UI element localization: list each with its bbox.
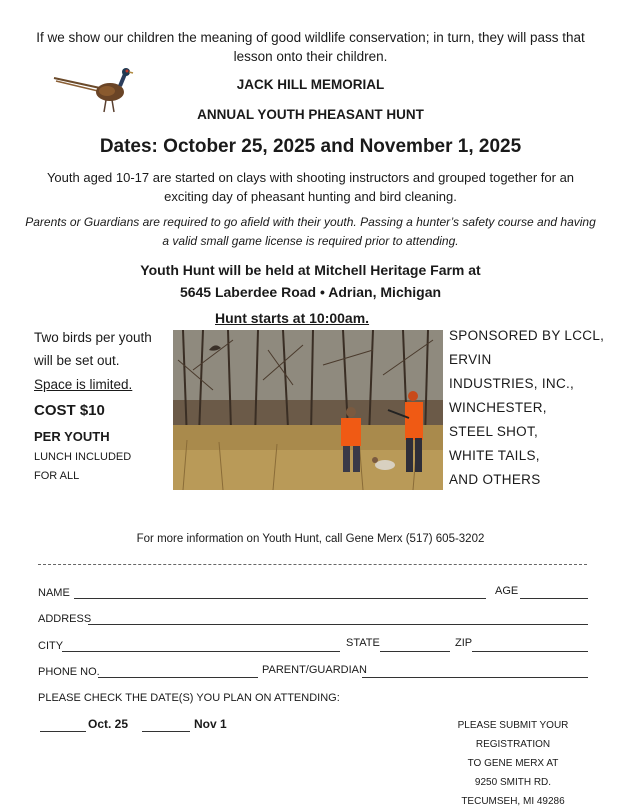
event-title-memorial: JACK HILL MEMORIAL: [236, 77, 385, 92]
sponsor-line: STEEL SHOT,: [449, 424, 539, 439]
city-field[interactable]: [62, 639, 340, 652]
location-address: 5645 Laberdee Road • Adrian, Michigan: [179, 284, 442, 300]
city-label: CITY: [38, 640, 64, 652]
date2-checkbox-line[interactable]: [142, 719, 190, 732]
parent-label: PARENT/GUARDIAN: [262, 664, 367, 676]
name-label: NAME: [38, 587, 70, 599]
event-title-hunt: ANNUAL YOUTH PHEASANT HUNT: [197, 107, 424, 122]
age-field[interactable]: [520, 586, 588, 599]
name-field[interactable]: [74, 586, 486, 599]
location: [0, 259, 621, 303]
lunch-line2: FOR ALL: [34, 470, 80, 482]
sponsor-line: ERVIN: [449, 352, 492, 367]
date2-label: Nov 1: [194, 717, 227, 731]
address-label: ADDRESS: [38, 613, 92, 625]
sponsor-line: WINCHESTER,: [449, 400, 547, 415]
hunt-photo: [173, 330, 443, 490]
check-dates-label: PLEASE CHECK THE DATE(S) YOU PLAN ON ATTENDING:: [38, 692, 340, 704]
state-field[interactable]: [380, 639, 450, 652]
event-dates: Dates: October 25, 2025 and November 1, 2025: [99, 136, 522, 157]
sponsor-line: WHITE TAILS,: [449, 448, 540, 463]
parent-field[interactable]: [362, 665, 588, 678]
age-label: AGE: [495, 585, 519, 597]
zip-field[interactable]: [472, 639, 588, 652]
space-limited: Space is limited.: [34, 377, 133, 392]
sponsor-line: AND OTHERS: [449, 472, 541, 487]
location-farm: Youth Hunt will be held at Mitchell Heritage Farm at: [140, 262, 481, 278]
cost: COST $10: [34, 402, 105, 419]
submit-line: PLEASE SUBMIT YOUR REGISTRATION: [457, 720, 569, 750]
address-field[interactable]: [88, 612, 588, 625]
state-label: STATE: [346, 637, 380, 649]
phone-field[interactable]: [98, 665, 258, 678]
birds-info-line1: Two birds per youth: [34, 330, 152, 345]
submit-line: TECUMSEH, MI 49286: [461, 796, 565, 807]
zip-label: ZIP: [455, 637, 473, 649]
per-youth: PER YOUTH: [34, 429, 110, 444]
birds-info-line2: will be set out.: [34, 353, 120, 368]
hunt-start-time: Hunt starts at 10:00am.: [215, 310, 370, 326]
submit-info: [420, 716, 606, 811]
intro-quote: If we show our children the meaning of good wildlife conservation; in turn, they will pass that lesson onto their children.: [36, 30, 585, 64]
requirements-paragraph: Parents or Guardians are required to go afield with their youth. Passing a hunter’s safety course and having a valid small game license is required prior to attending.: [25, 215, 596, 248]
date1-checkbox-line[interactable]: [40, 719, 86, 732]
sponsors: [449, 324, 604, 492]
submit-line: 9250 SMITH RD.: [474, 777, 552, 788]
contact-info: For more information on Youth Hunt, call Gene Merx (517) 605-3202: [136, 533, 485, 545]
phone-label: PHONE NO.: [38, 666, 100, 678]
submit-line: TO GENE MERX AT: [467, 758, 559, 769]
date1-label: Oct. 25: [88, 717, 129, 731]
description-paragraph: Youth aged 10-17 are started on clays with shooting instructors and grouped together for an exciting day of pheasant hunting and bird cleaning.: [46, 170, 575, 204]
cut-line: [38, 564, 587, 565]
lunch-line1: LUNCH INCLUDED: [34, 451, 132, 463]
sponsor-line: INDUSTRIES, INC.,: [449, 376, 575, 391]
sponsor-line: SPONSORED BY LCCL,: [449, 328, 605, 343]
